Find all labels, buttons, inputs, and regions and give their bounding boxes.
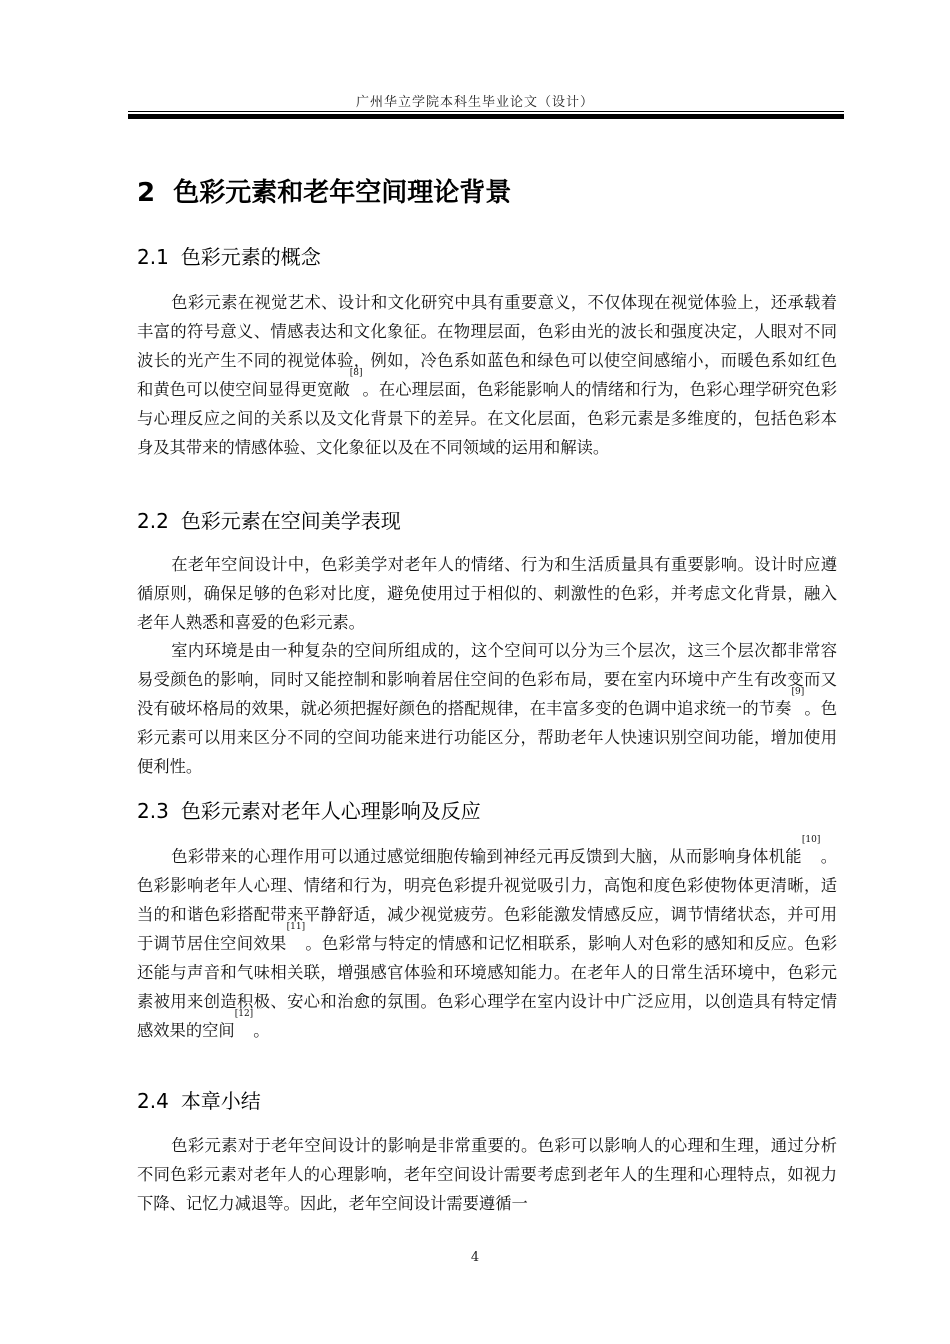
section-number: 2.2 [137, 509, 169, 533]
paragraph-2-4 [137, 1131, 837, 1218]
page-number: 4 [470, 1250, 480, 1265]
paragraph-2-2-b [137, 636, 837, 781]
citation-ref: [9] [791, 687, 805, 697]
header-rule-thick [128, 114, 844, 119]
paragraph-text: 色彩元素在视觉艺术、设计和文化研究中具有重要意义，不仅体现在视觉体验上，还承载着丰富的符号意义、情感表达和文化象征。在物理层面，色彩由光的波长和强度决定，人眼对不同波长的光产生不同的视觉体验，例如，冷色系如蓝色和绿色可以使空间感缩小，而暖色系如红色和黄色可以使空间显得更宽敞 [137, 293, 837, 399]
paragraph-text: 色彩带来的心理作用可以通过感觉细胞传输到神经元再反馈到大脑，从而影响身体机能 [171, 847, 802, 866]
section-title: 色彩元素对老年人心理影响及反应 [180, 799, 481, 823]
citation-ref: [8] [349, 368, 363, 378]
paragraph-text: 。色彩元素可以用来区分不同的空间功能来进行功能区分，帮助老年人快速识别空间功能，增加使用便利性。 [137, 699, 837, 776]
section-number: 2.3 [137, 799, 169, 823]
chapter-heading [137, 172, 511, 209]
section-title: 色彩元素在空间美学表现 [180, 509, 401, 533]
paragraph-2-1 [137, 288, 837, 462]
section-number: 2.4 [137, 1089, 169, 1113]
paragraph-text: 色彩元素对于老年空间设计的影响是非常重要的。色彩可以影响人的心理和生理，通过分析不同色彩元素对老年人的心理影响，老年空间设计需要考虑到老年人的生理和心理特点，如视力下降、记忆力减退等。因此，老年空间设计需要遵循一 [137, 1136, 837, 1213]
section-heading-2-3 [137, 795, 481, 824]
running-header: 广州华立学院本科生毕业论文（设计） [355, 95, 594, 110]
paragraph-text: 。 [253, 1021, 270, 1040]
section-title: 色彩元素的概念 [180, 245, 321, 269]
paragraph-2-2-a [137, 550, 837, 637]
section-heading-2-1 [137, 241, 321, 270]
chapter-title: 色彩元素和老年空间理论背景 [173, 178, 512, 208]
paragraph-text: 。色彩影响老年人心理、情绪和行为，明亮色彩提升视觉吸引力，高饱和度色彩使物体更清晰，适当的和谐色彩搭配带来平静舒适，减少视觉疲劳。色彩能激发情感反应，调节情绪状态，并可用于调节居住空间效果 [137, 847, 837, 953]
paragraph-text: 在老年空间设计中，色彩美学对老年人的情绪、行为和生活质量具有重要影响。设计时应遵循原则，确保足够的色彩对比度，避免使用过于相似的、刺激性的色彩，并考虑文化背景，融入老年人熟悉和喜爱的色彩元素。 [137, 555, 837, 632]
section-title: 本章小结 [180, 1089, 261, 1113]
chapter-number: 2 [137, 178, 156, 208]
paragraph-text: 室内环境是由一种复杂的空间所组成的，这个空间可以分为三个层次，这三个层次都非常容易受颜色的影响，同时又能控制和影响着居住空间的色彩布局，要在室内环境中产生有改变而又没有破坏格局的效果，就必须把握好颜色的搭配规律，在丰富多变的色调中追求统一的节奏 [137, 641, 837, 718]
citation-ref: [10] [801, 835, 821, 845]
paragraph-text: 。在心理层面，色彩能影响人的情绪和行为，色彩心理学研究色彩与心理反应之间的关系以及文化背景下的差异。在文化层面，色彩元素是多维度的，包括色彩本身及其带来的情感体验、文化象征以及在不同领域的运用和解读。 [137, 380, 837, 457]
citation-ref: [11] [286, 922, 306, 932]
paragraph-text: 。色彩常与特定的情感和记忆相联系，影响人对色彩的感知和反应。色彩还能与声音和气味相关联，增强感官体验和环境感知能力。在老年人的日常生活环境中，色彩元素被用来创造积极、安心和治愈的氛围。色彩心理学在室内设计中广泛应用，以创造具有特定情感效果的空间 [137, 934, 837, 1040]
header-rule-thin [128, 111, 844, 112]
citation-ref: [12] [234, 1009, 254, 1019]
section-heading-2-2 [137, 505, 401, 534]
section-number: 2.1 [137, 245, 169, 269]
paragraph-2-3 [137, 835, 837, 1045]
section-heading-2-4 [137, 1085, 261, 1114]
